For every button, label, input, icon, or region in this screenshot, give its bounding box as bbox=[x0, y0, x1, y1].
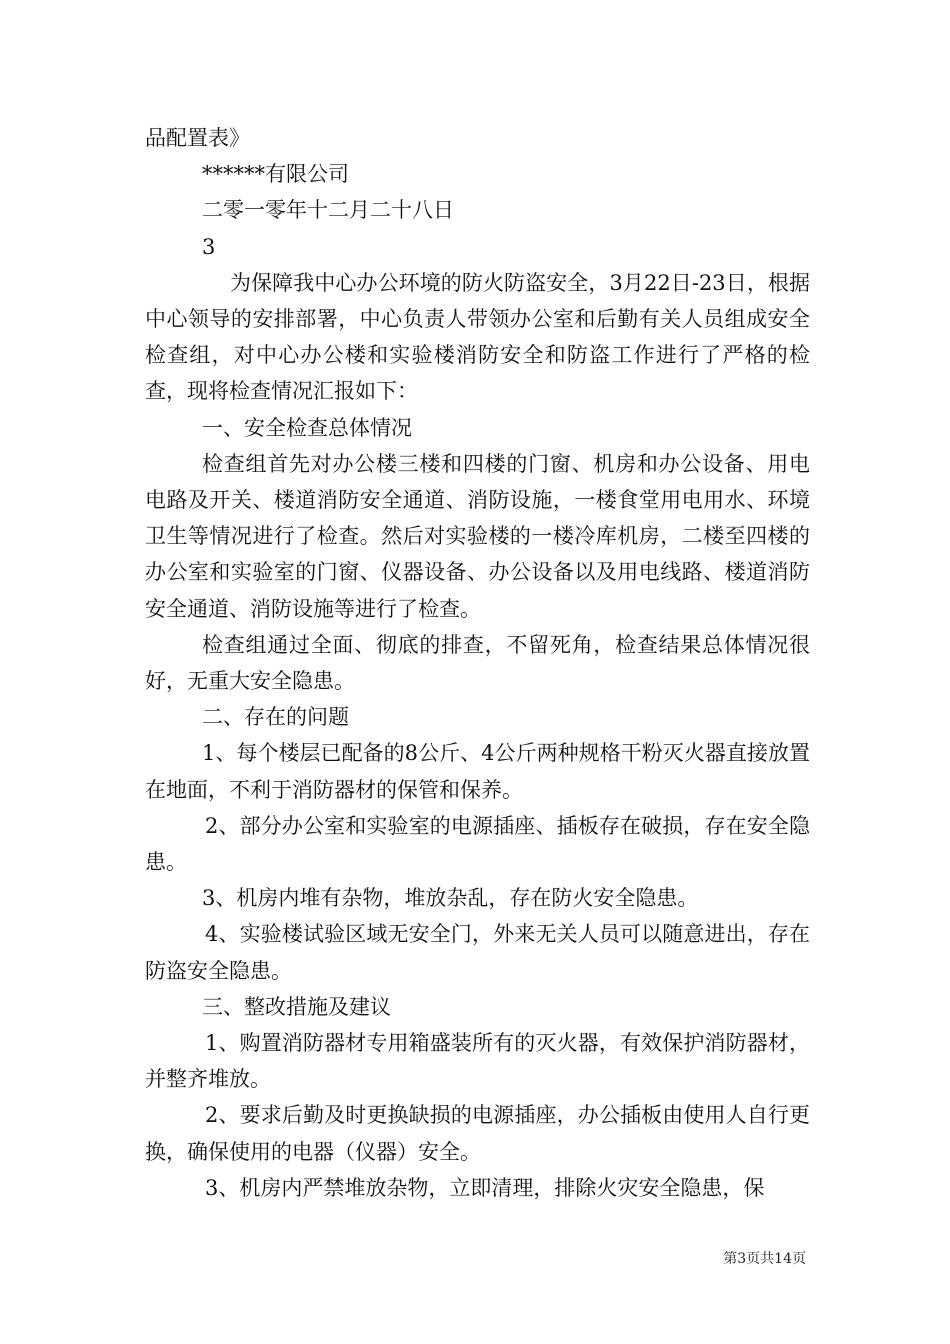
section-heading: 二、存在的问题 bbox=[202, 705, 349, 730]
section-number: 3 bbox=[202, 234, 216, 259]
list-item: 3、机房内堆有杂物，堆放杂乱，存在防火安全隐患。 bbox=[202, 886, 699, 911]
list-item: 1、购置消防器材专用箱盛装所有的灭火器，有效保护消防器材，并整齐堆放。 bbox=[145, 1031, 810, 1092]
page-number-footer: 第3页共14页 bbox=[723, 1251, 806, 1267]
company-signature: ******有限公司 bbox=[202, 162, 349, 187]
section-heading: 一、安全检查总体情况 bbox=[202, 415, 412, 440]
list-item: 2、要求后勤及时更换缺损的电源插座，办公插板由使用人自行更换，确保使用的电器（仪器）安全。 bbox=[145, 1103, 810, 1164]
paragraph: 检查组首先对办公楼三楼和四楼的门窗、机房和办公设备、用电电路及开关、楼道消防安全通道、消防设施，一楼食堂用电用水、环境卫生等情况进行了检查。然后对实验楼的一楼冷库机房，二楼至四楼的办公室和实验室的门窗、仪器设备、办公设备以及用电线路、楼道消防安全通道、消防设施等进行了检查。 bbox=[145, 451, 810, 621]
section-heading: 三、整改措施及建议 bbox=[202, 994, 391, 1019]
paragraph: 检查组通过全面、彻底的排查，不留死角，检查结果总体情况很好，无重大安全隐患。 bbox=[145, 632, 810, 694]
signature-date: 二零一零年十二月二十八日 bbox=[202, 198, 454, 223]
list-item: 4、实验楼试验区域无安全门，外来无关人员可以随意进出，存在防盗安全隐患。 bbox=[145, 922, 810, 983]
list-item: 2、部分办公室和实验室的电源插座、插板存在破损，存在安全隐患。 bbox=[145, 813, 810, 875]
list-item: 3、机房内严禁堆放杂物，立即清理，排除火灾安全隐患，保 bbox=[205, 1175, 765, 1200]
list-item: 1、每个楼层已配备的8公斤、4公斤两种规格干粉灭火器直接放置在地面，不利于消防器材的保管和保养。 bbox=[145, 741, 810, 802]
paragraph: 为保障我中心办公环境的防火防盗安全，3月22日-23日，根据中心领导的安排部署，中心负责人带领办公室和后勤有关人员组成安全检查组，对中心办公楼和实验楼消防安全和防盗工作进行了严格的检查，现将检查情况汇报如下： bbox=[145, 270, 810, 404]
document-body bbox=[145, 120, 810, 1206]
paragraph: 品配置表》 bbox=[145, 126, 250, 150]
